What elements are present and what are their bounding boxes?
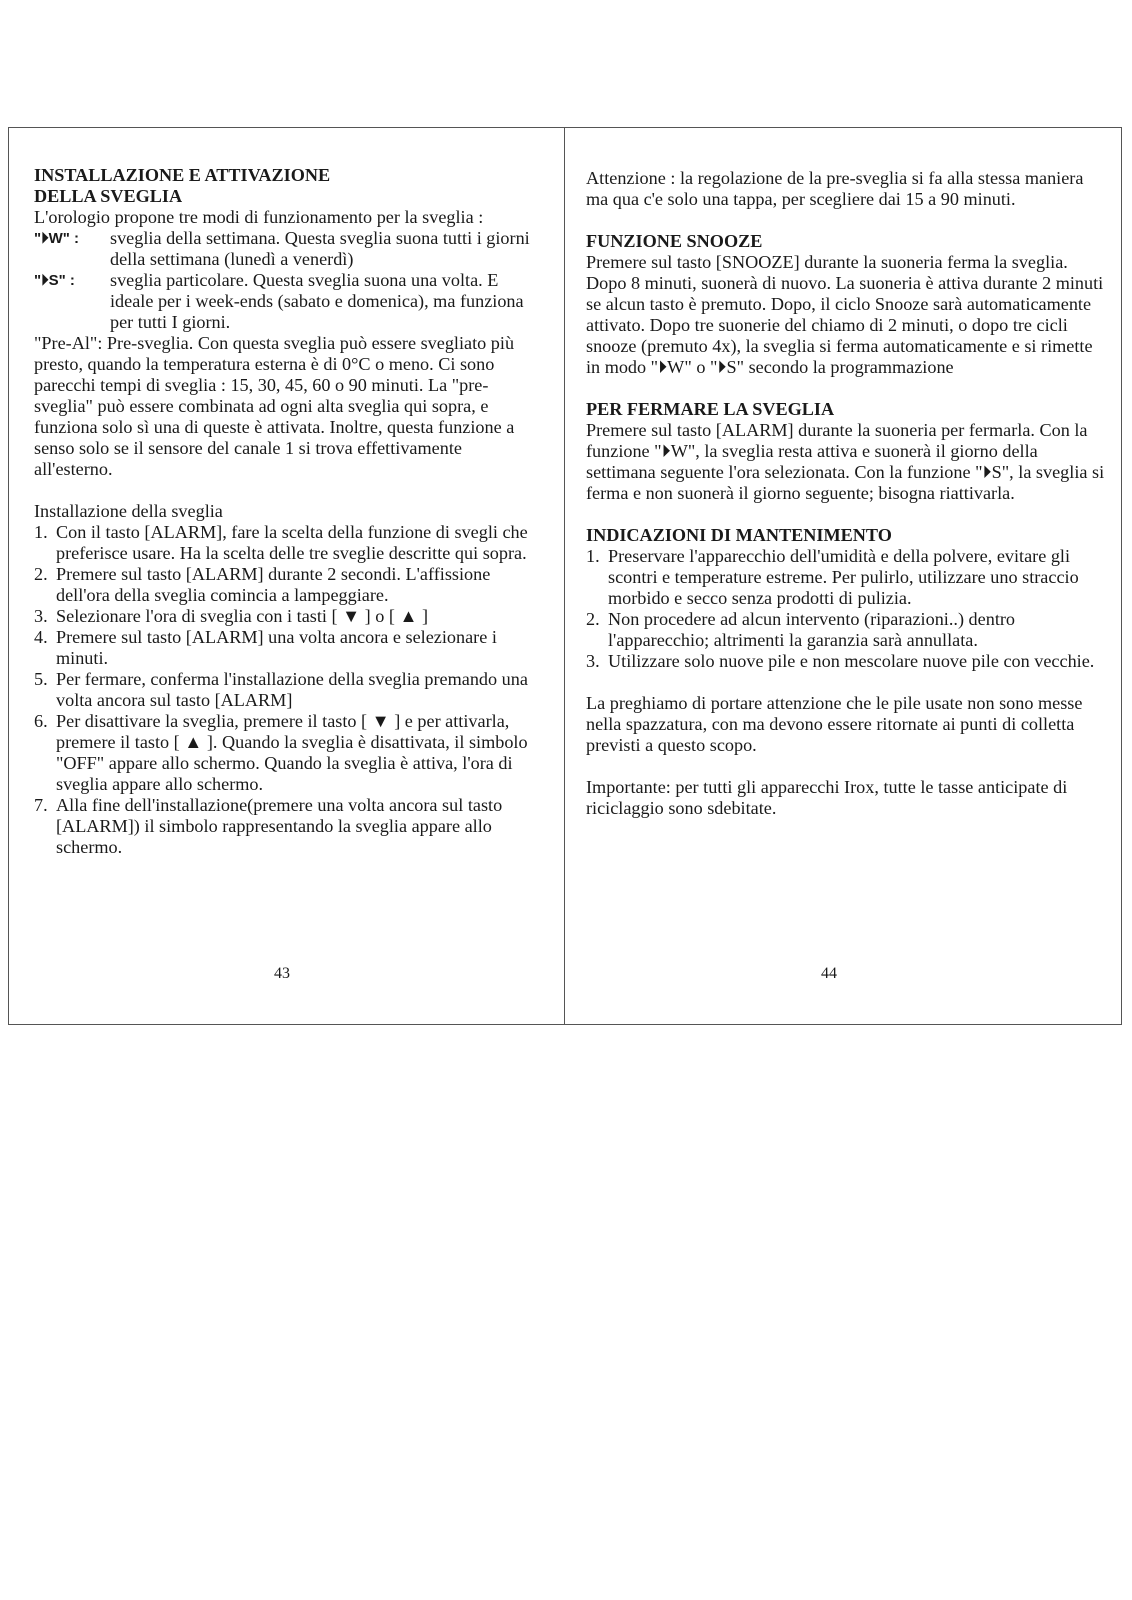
left-page xyxy=(34,165,539,858)
single-alarm-definition xyxy=(34,270,539,333)
list-item: 4. Premere sul tasto [ALARM] una volta ancora e selezionare i minuti. xyxy=(34,627,497,668)
list-item: 5. Per fermare, conferma l'installazione della sveglia premando una volta ancora sul tasto [ALARM] xyxy=(34,669,528,710)
list-item: 3. Utilizzare solo nuove pile e non mescolare nuove pile con vecchie. xyxy=(586,651,1095,671)
list-item: 6. Per disattivare la sveglia, premere il tasto [ ▼ ] e per attivarla, premere il tasto [ ▲ ]. Quando la sveglia è disattivata, il simbolo "OFF" appare allo schermo. Quando la sveglia è attiva, l'ora di sveglia appare allo schermo. xyxy=(34,711,528,794)
right-page xyxy=(586,168,1106,819)
list-item: 1. Con il tasto [ALARM], fare la scelta della funzione di svegli che preferisce usare. Ha la scelta delle tre sveglie descritte qui sopra. xyxy=(34,522,528,563)
list-item: 2. Premere sul tasto [ALARM] durante 2 secondi. L'affissione dell'ora della sveglia comincia a lampeggiare. xyxy=(34,564,491,605)
pre-alarm-text: "Pre-Al": Pre-sveglia. Con questa sveglia può essere svegliato più presto, quando la temperatura esterna è di 0°C o meno. Ci sono parecchi tempi di sveglia : 15, 30, 45, 60 o 90 minuti. La "pre-sveglia" può essere combinata ad ogni alta sveglia qui sopra, e funziona solo sì una di queste è attivata. Inoltre, questa funzione a senso solo se il sensore del canale 1 si trova effettivamente all'esterno. xyxy=(34,333,515,479)
manual-spread xyxy=(8,127,1122,1025)
list-item: 1. Preservare l'apparecchio dell'umidità e della polvere, evitare gli scontri e temperature estreme. Per pulirlo, utilizzare uno straccio morbido e secco senza prodotti di pulizia. xyxy=(586,546,1079,608)
list-item: 3. Selezionare l'ora di sveglia con i tasti [ ▼ ] o [ ▲ ] xyxy=(34,606,429,626)
weekday-alarm-description: sveglia della settimana. Questa sveglia suona tutti i giorni della settimana (lunedì a venerdì) xyxy=(110,228,530,269)
section-heading-alarm-install-line2: DELLA SVEGLIA xyxy=(34,186,183,206)
page-number-right: 44 xyxy=(821,965,837,982)
section-heading-alarm-install: INSTALLAZIONE E ATTIVAZIONE xyxy=(34,165,331,185)
list-item: 2. Non procedere ad alcun intervento (riparazioni..) dentro l'apparecchio; altrimenti la garanzia sarà annullata. xyxy=(586,609,1016,650)
snooze-text: Premere sul tasto [SNOOZE] durante la suoneria ferma la sveglia. Dopo 8 minuti, suonerà di nuovo. La suoneria è attiva durante 2 minuti se alcun tasto è premuto. Dopo, il ciclo Snooze sarà automaticamente attivato. Dopo tre suonerie del chiamo di 2 minuti, o dopo tre cicli snooze (premuto 4x), la sveglia si ferma automaticamente e si rimette in modo "⏵W" o "⏵S" secondo la programmazione xyxy=(586,252,1104,377)
single-alarm-description: sveglia particolare. Questa sveglia suona una volta. E ideale per i week-ends (sabato e domenica), ma funziona per tutti I giorni. xyxy=(110,270,524,332)
section-heading-maintenance: INDICAZIONI DI MANTENIMENTO xyxy=(586,525,892,545)
recycling-note: Importante: per tutti gli apparecchi Irox, tutte le tasse anticipate di riciclaggio sono sdebitate. xyxy=(586,777,1068,818)
attention-text: Attenzione : la regolazione de la pre-sveglia si fa alla stessa maniera ma qua c'e solo una tappa, per scegliere dai 15 a 90 minuti. xyxy=(586,168,1084,209)
install-steps-list xyxy=(34,522,539,858)
maintenance-list xyxy=(586,546,1106,672)
weekday-alarm-definition xyxy=(34,228,539,270)
list-item: 7. Alla fine dell'installazione(premere una volta ancora sul tasto [ALARM]) il simbolo rappresentando la sveglia appare allo schermo. xyxy=(34,795,503,857)
single-alarm-symbol: "⏵S" : xyxy=(34,272,75,289)
intro-text: L'orologio propone tre modi di funzionamento per la sveglia : xyxy=(34,207,484,227)
stop-alarm-text: Premere sul tasto [ALARM] durante la suoneria per fermarla. Con la funzione "⏵W", la sveglia resta attiva e suonerà il giorno della settimana seguente l'ora selezionata. Con la funzione "⏵S", la sveglia si ferma e non suonerà il giorno seguente; bisogna riattivarla. xyxy=(586,420,1105,503)
battery-disposal-text: La preghiamo di portare attenzione che le pile usate non sono messe nella spazzatura, con ma devono essere ritornate ai punti di colletta previsti a questo scopo. xyxy=(586,693,1083,755)
page-divider xyxy=(564,128,565,1024)
page-number-left: 43 xyxy=(274,965,290,982)
install-subtitle: Installazione della sveglia xyxy=(34,501,223,521)
section-heading-stop-alarm: PER FERMARE LA SVEGLIA xyxy=(586,399,835,419)
weekday-alarm-symbol: "⏵W" : xyxy=(34,230,80,247)
section-heading-snooze: FUNZIONE SNOOZE xyxy=(586,231,763,251)
